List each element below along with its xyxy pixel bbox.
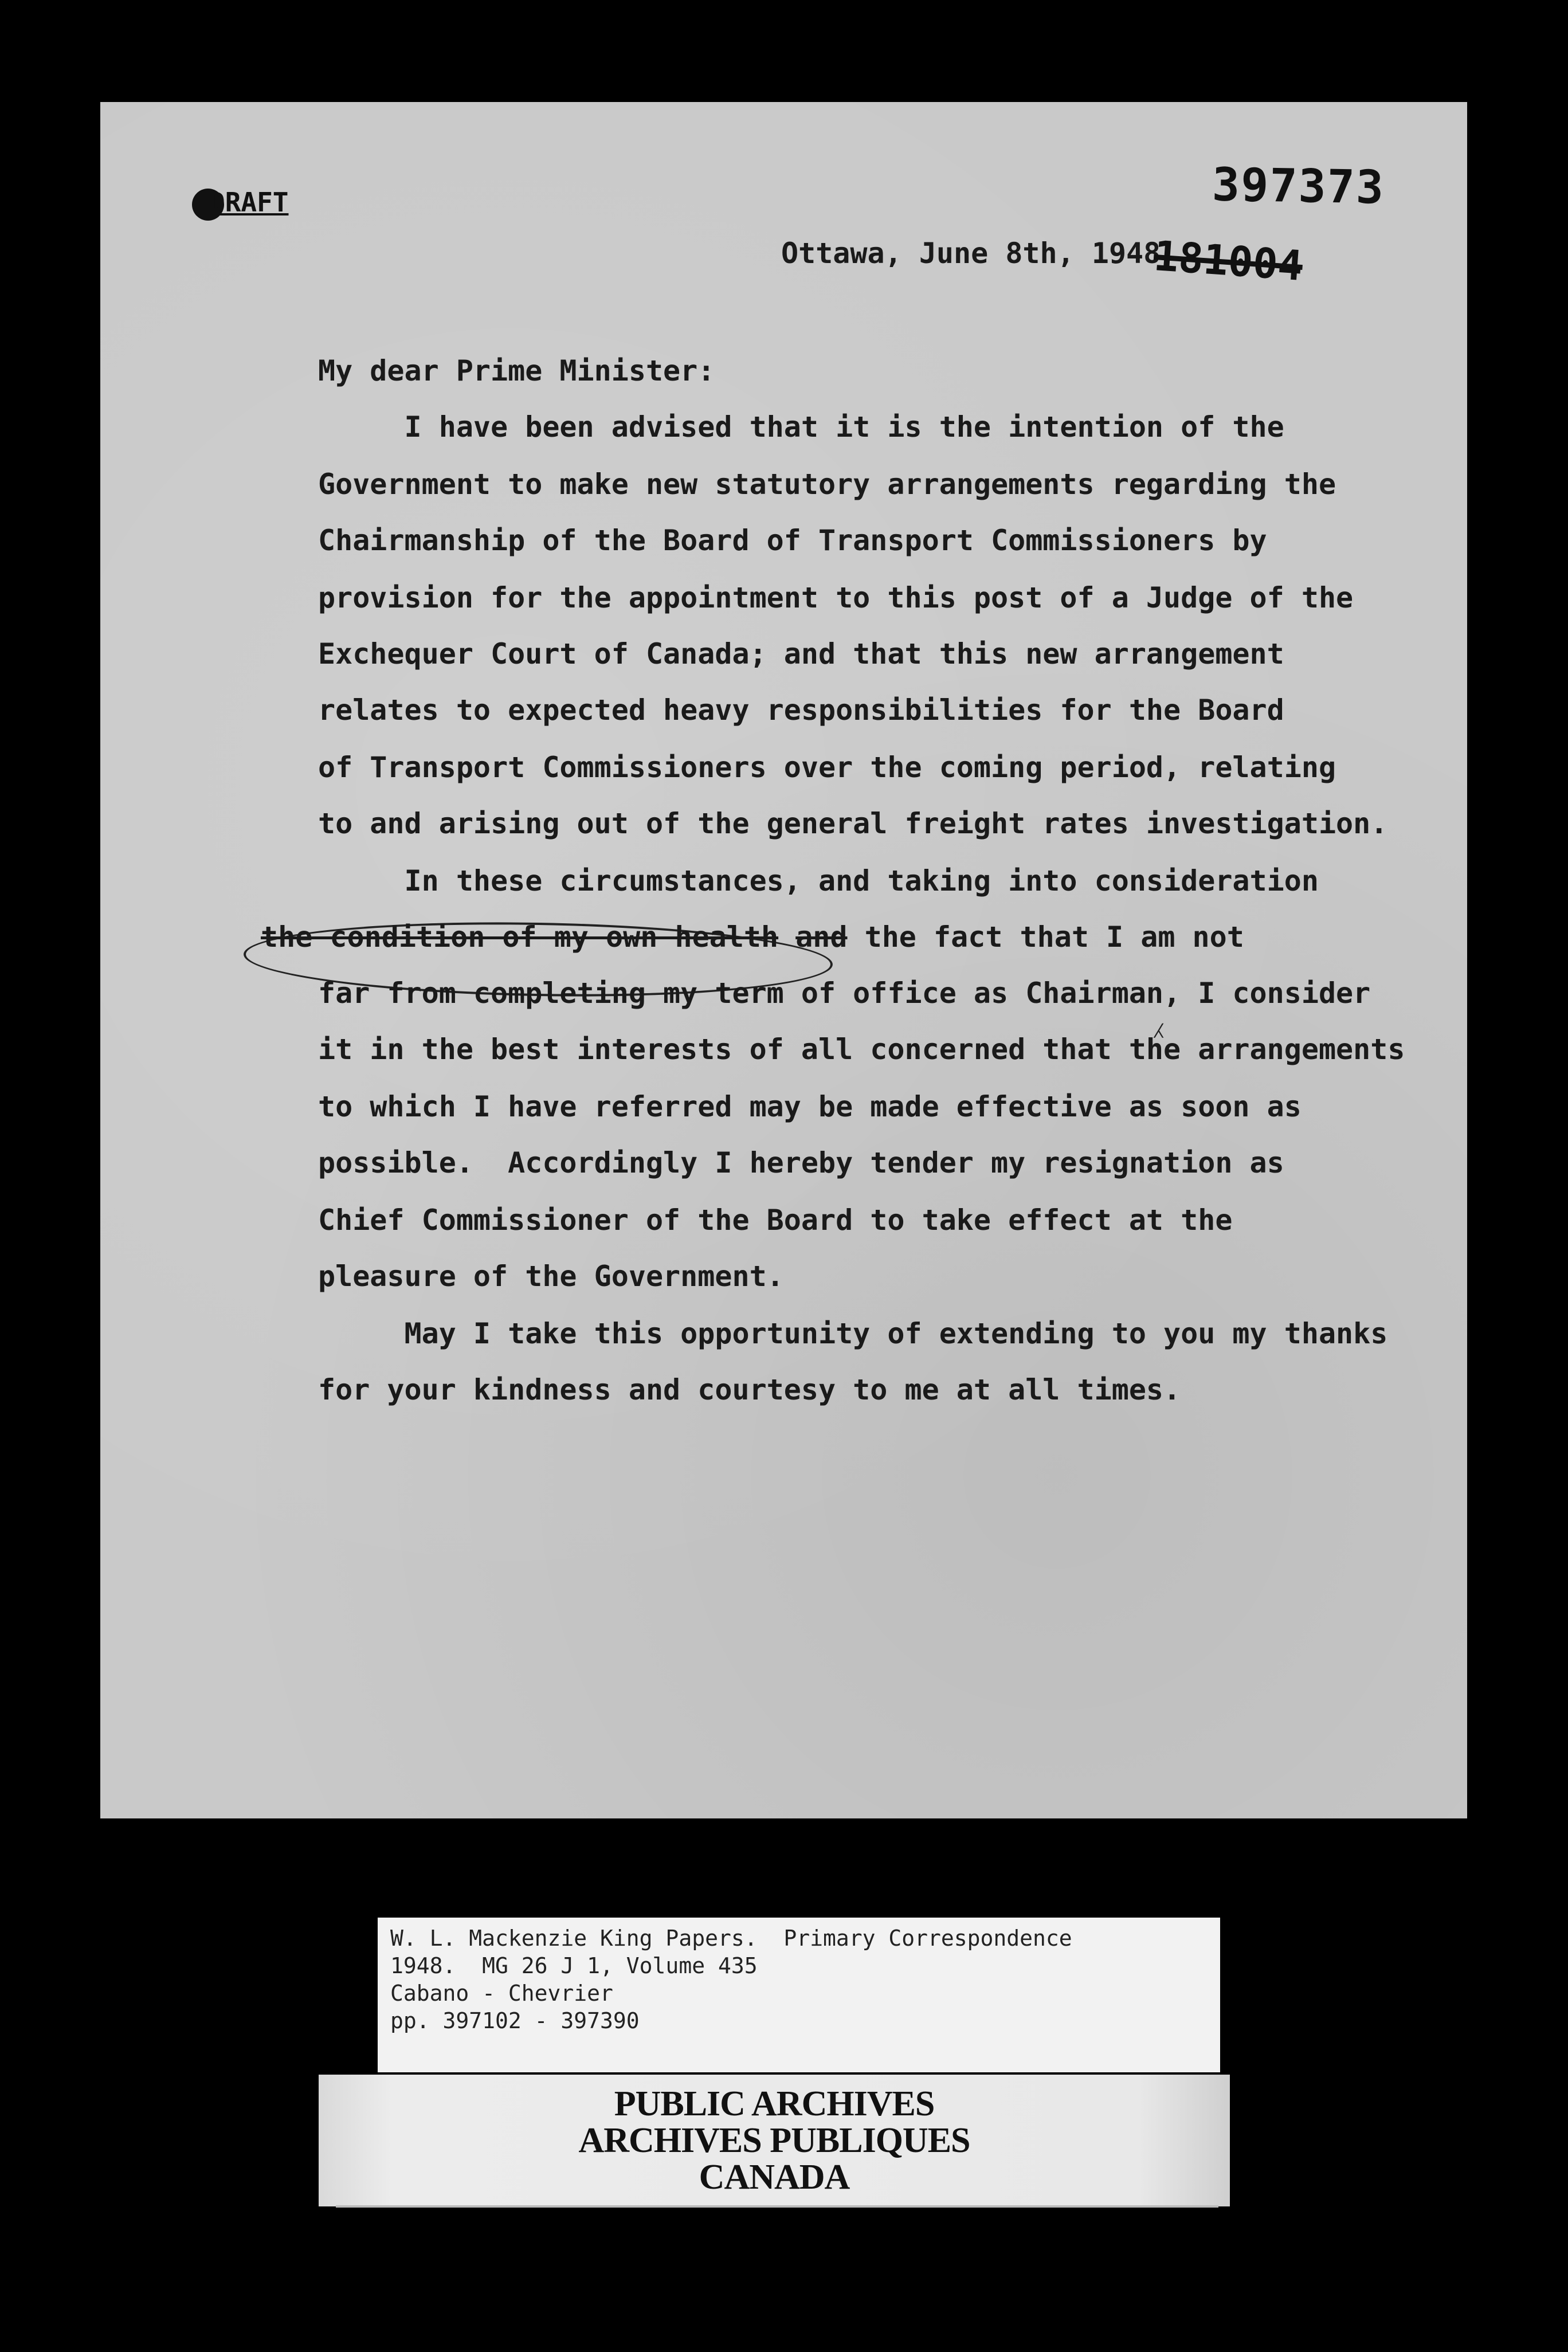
stamp-number: 397373: [1212, 158, 1385, 214]
letter-line: to which I have referred may be made effective as soon as: [318, 1090, 1302, 1123]
line-rest: the fact that I am not: [847, 920, 1244, 954]
card-line: W. L. Mackenzie King Papers. Primary Correspondence: [390, 1926, 1072, 1951]
struck-phrase: the condition of my own health: [261, 920, 779, 954]
struck-and: and: [795, 920, 848, 954]
archives-line-en: PUBLIC ARCHIVES: [614, 2084, 935, 2123]
letter-line: In these circumstances, and taking into consideration: [318, 864, 1319, 897]
letter-date: Ottawa, June 8th, 1948: [781, 237, 1161, 270]
archives-line-fr: ARCHIVES PUBLIQUES: [578, 2121, 970, 2160]
letter-line: it in the best interests of all concerned that the arrangements: [318, 1033, 1405, 1066]
letter-line: Government to make new statutory arrangements regarding the: [318, 468, 1336, 501]
letter-line: I have been advised that it is the intention of the: [318, 410, 1284, 444]
card-line: pp. 397102 - 397390: [390, 2008, 640, 2033]
letter-line: for your kindness and courtesy to me at all times.: [318, 1373, 1181, 1406]
letter-line: Exchequer Court of Canada; and that this new arrangement: [318, 637, 1284, 671]
public-archives-banner: [319, 2075, 1230, 2206]
divider: [336, 2205, 1218, 2208]
letter-line: May I take this opportunity of extending to you my thanks: [318, 1317, 1388, 1350]
archives-line-country: CANADA: [699, 2158, 850, 2197]
draft-label: [192, 187, 288, 221]
letter-line: possible. Accordingly I hereby tender my resignation as: [318, 1146, 1284, 1179]
letter-line: to and arising out of the general freight rates investigation.: [318, 807, 1388, 840]
draft-text: DRAFT: [209, 187, 289, 218]
handwritten-insert-mark: ⁁: [1155, 1002, 1163, 1038]
struck-old-number: 181004: [1152, 232, 1304, 290]
letter-line: of Transport Commissioners over the coming period, relating: [318, 751, 1336, 784]
salutation: My dear Prime Minister:: [318, 354, 715, 387]
card-line: 1948. MG 26 J 1, Volume 435: [390, 1953, 758, 1978]
letter-line-edited: [261, 920, 1244, 954]
card-line: Cabano - Chevrier: [390, 1981, 613, 2006]
archive-reference-card: [378, 1918, 1220, 2072]
letter-line: pleasure of the Government.: [318, 1260, 784, 1293]
letter-line: relates to expected heavy responsibilities for the Board: [318, 693, 1284, 727]
letter-line: Chief Commissioner of the Board to take effect at the: [318, 1204, 1233, 1237]
document-page: [100, 102, 1467, 1818]
letter-line: far from completing my term of office as Chairman, I consider: [318, 977, 1371, 1010]
letter-line: Chairmanship of the Board of Transport Commissioners by: [318, 524, 1267, 557]
letter-line: provision for the appointment to this post of a Judge of the: [318, 581, 1354, 614]
